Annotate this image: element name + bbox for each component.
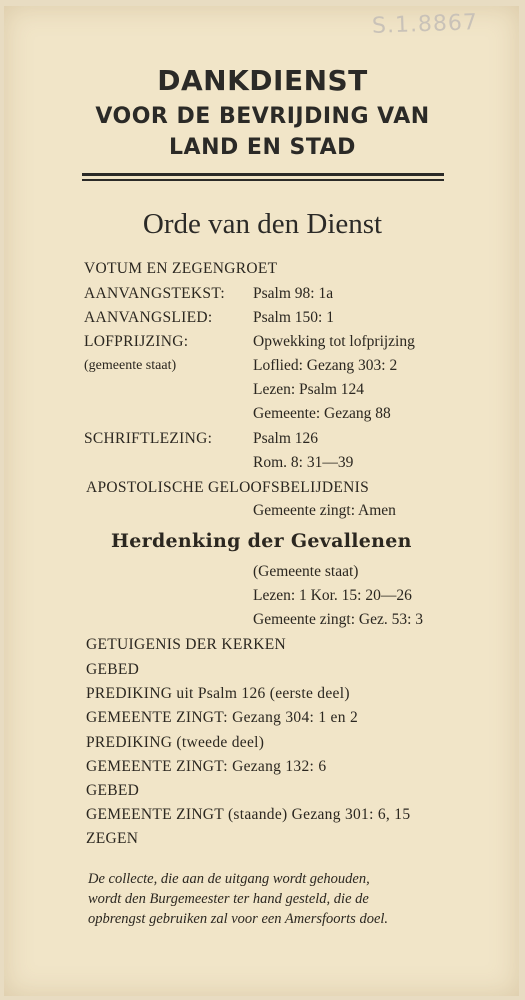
- item-lofprijzing-v1: Opwekking tot lofprijzing: [253, 333, 415, 350]
- item-prediking-1: PREDIKING uit Psalm 126 (eerste deel): [86, 685, 350, 702]
- item-zingt-2: GEMEENTE ZINGT: Gezang 132: 6: [86, 758, 327, 775]
- item-lofprijzing-v4: Gemeente: Gezang 88: [253, 405, 391, 422]
- item-gebed-2: GEBED: [86, 782, 140, 799]
- title-line-3: LAND EN STAD: [169, 135, 356, 160]
- item-lofprijzing-v2: Loflied: Gezang 303: 2: [253, 357, 398, 374]
- item-aanvangstekst-label: AANVANGSTEKST:: [84, 285, 225, 302]
- memorial-v1: (Gemeente staat): [253, 563, 359, 580]
- divider-thin: [82, 179, 444, 181]
- title-line-1: DANKDIENST: [157, 64, 368, 97]
- item-zingt-1: GEMEENTE ZINGT: Gezang 304: 1 en 2: [86, 709, 358, 726]
- item-aanvangslied-value: Psalm 150: 1: [253, 309, 334, 326]
- item-lofprijzing-label: LOFPRIJZING:: [84, 333, 189, 350]
- item-schriftlezing-label: SCHRIFTLEZING:: [84, 430, 213, 447]
- note-line-3: opbrengst gebruiken zal voor een Amersfoorts doel.: [88, 911, 389, 927]
- item-aanvangslied-label: AANVANGSLIED:: [84, 309, 213, 326]
- item-zingt-3: GEMEENTE ZINGT (staande) Gezang 301: 6, 15: [86, 806, 411, 823]
- memorial-heading: Herdenking der Gevallenen: [111, 530, 412, 552]
- archive-mark: S.1.8867: [371, 10, 479, 39]
- item-schriftlezing-v1: Psalm 126: [253, 430, 319, 447]
- item-amen: Gemeente zingt: Amen: [253, 502, 396, 519]
- item-apostolische: APOSTOLISCHE GELOOFSBELIJDENIS: [86, 479, 369, 496]
- note-line-2: wordt den Burgemeester ter hand gesteld, die de: [88, 891, 369, 907]
- item-zegen: ZEGEN: [86, 830, 139, 847]
- item-schriftlezing-v2: Rom. 8: 31—39: [253, 454, 354, 471]
- title-line-2: VOOR DE BEVRIJDING VAN: [95, 104, 430, 129]
- memorial-v3: Gemeente zingt: Gez. 53: 3: [253, 611, 424, 628]
- divider-thick: [82, 173, 444, 176]
- item-getuigenis: GETUIGENIS DER KERKEN: [86, 636, 287, 653]
- item-gebed-1: GEBED: [86, 661, 140, 678]
- note-line-1: De collecte, die aan de uitgang wordt gehouden,: [88, 871, 370, 887]
- item-prediking-2: PREDIKING (tweede deel): [86, 734, 265, 751]
- item-votum: VOTUM EN ZEGENGROET: [84, 260, 278, 277]
- memorial-v2: Lezen: 1 Kor. 15: 20—26: [253, 587, 412, 604]
- item-aanvangstekst-value: Psalm 98: 1a: [253, 285, 334, 302]
- item-lofprijzing-v3: Lezen: Psalm 124: [253, 381, 365, 398]
- order-heading: Orde van den Dienst: [142, 208, 383, 240]
- item-gemeente-staat: (gemeente staat): [84, 358, 177, 373]
